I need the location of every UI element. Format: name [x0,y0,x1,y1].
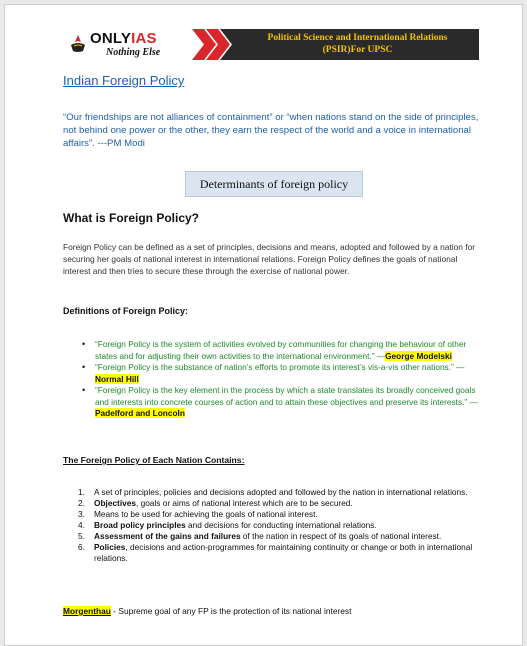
list-item [78,531,478,542]
page-title[interactable]: Indian Foreign Policy [63,73,185,88]
list-bold: Assessment of the gains and failures [94,531,241,541]
logo-ias: IAS [131,30,157,47]
list-item [78,487,478,498]
list-text: Means to be used for achieving the goals of national interest. [94,509,318,519]
list-text: and decisions for conducting international relations. [185,520,377,530]
definition-item [82,339,482,362]
definition-item [82,385,482,420]
document-page [4,4,523,646]
logo [66,29,194,60]
list-bold: Objectives [94,498,136,508]
definition-item [82,362,482,385]
list-number: 5. [78,531,85,541]
contains-list [78,487,478,564]
chevron-decoration [192,29,238,60]
bullet: • [82,339,86,349]
list-number: 4. [78,520,85,530]
definition-author: Normal Hill [95,373,139,384]
definition-text: “Foreign Policy is the key element in the process by which a state translates its broadly conceived goals and interests into concrete courses of action and to attain these objectives and preserve its interests.” — [95,385,478,407]
morgenthau-text: - Supreme goal of any FP is the protection of its national interest [110,606,352,616]
bullet: • [82,362,86,372]
contains-heading: The Foreign Policy of Each Nation Contains: [63,455,245,465]
list-number: 1. [78,487,85,497]
list-item [78,542,478,564]
morgenthau-name: Morgenthau [63,606,111,616]
logo-only: ONLY [90,30,132,47]
list-item [78,498,478,509]
list-text: A set of principles, policies and decisions adopted and followed by the nation in international relations. [94,487,468,497]
modi-quote: “Our friendships are not alliances of containment” or “when nations stand on the side of principles, not behind one power or the other, they earn the respect of the world and a voice in international affairs”. ---PM Modi [63,112,479,149]
logo-tagline: Nothing Else [106,47,161,58]
what-is-paragraph: Foreign Policy can be defined as a set of principles, decisions and means, adopted and followed by a nation for securing her goals of national interest in international relations. Foreign Policy defines the goals of national interest and then tries to secure these through the exercise of national power. [63,242,476,276]
list-text: of the nation in respect of its goals of national interest. [240,531,442,541]
list-number: 2. [78,498,85,508]
morgenthau-line [63,606,351,616]
list-item [78,509,478,520]
list-text: , decisions and action-programmes for maintaining continuity or change or both in international relations. [94,542,473,563]
definition-text: “Foreign Policy is the system of activities evolved by communities for changing the behaviour of other states and for adjusting their own activities to the international environment.” — [95,339,467,361]
bullet: • [82,385,86,395]
definition-author: Padelford and Loncoln [95,408,185,418]
definitions-heading: Definitions of Foreign Policy: [63,306,189,316]
list-item [78,520,478,531]
list-number: 3. [78,509,85,519]
what-is-heading: What is Foreign Policy? [63,211,200,225]
banner-line-1: Polіtical Science and International Relations [267,33,448,43]
definitions-list [82,339,482,420]
list-text: , goals or aims of national interest which are to be secured. [135,498,353,508]
list-bold: Broad policy principles [94,520,186,530]
banner-line-2: (PSIR)For UPSC [322,45,393,55]
list-number: 6. [78,542,85,552]
logo-text [90,30,157,47]
lamp-icon [68,33,88,55]
list-bold: Policies [94,542,126,552]
definition-author: George Modelski [385,350,452,361]
definition-text: “Foreign Policy is the substance of nation’s efforts to promote its interest’s vis-a-vis other nations.” — [95,362,465,372]
header-banner [66,29,479,60]
determinants-heading: Determinants of foreign policy [185,171,363,197]
banner-subject [236,29,479,60]
